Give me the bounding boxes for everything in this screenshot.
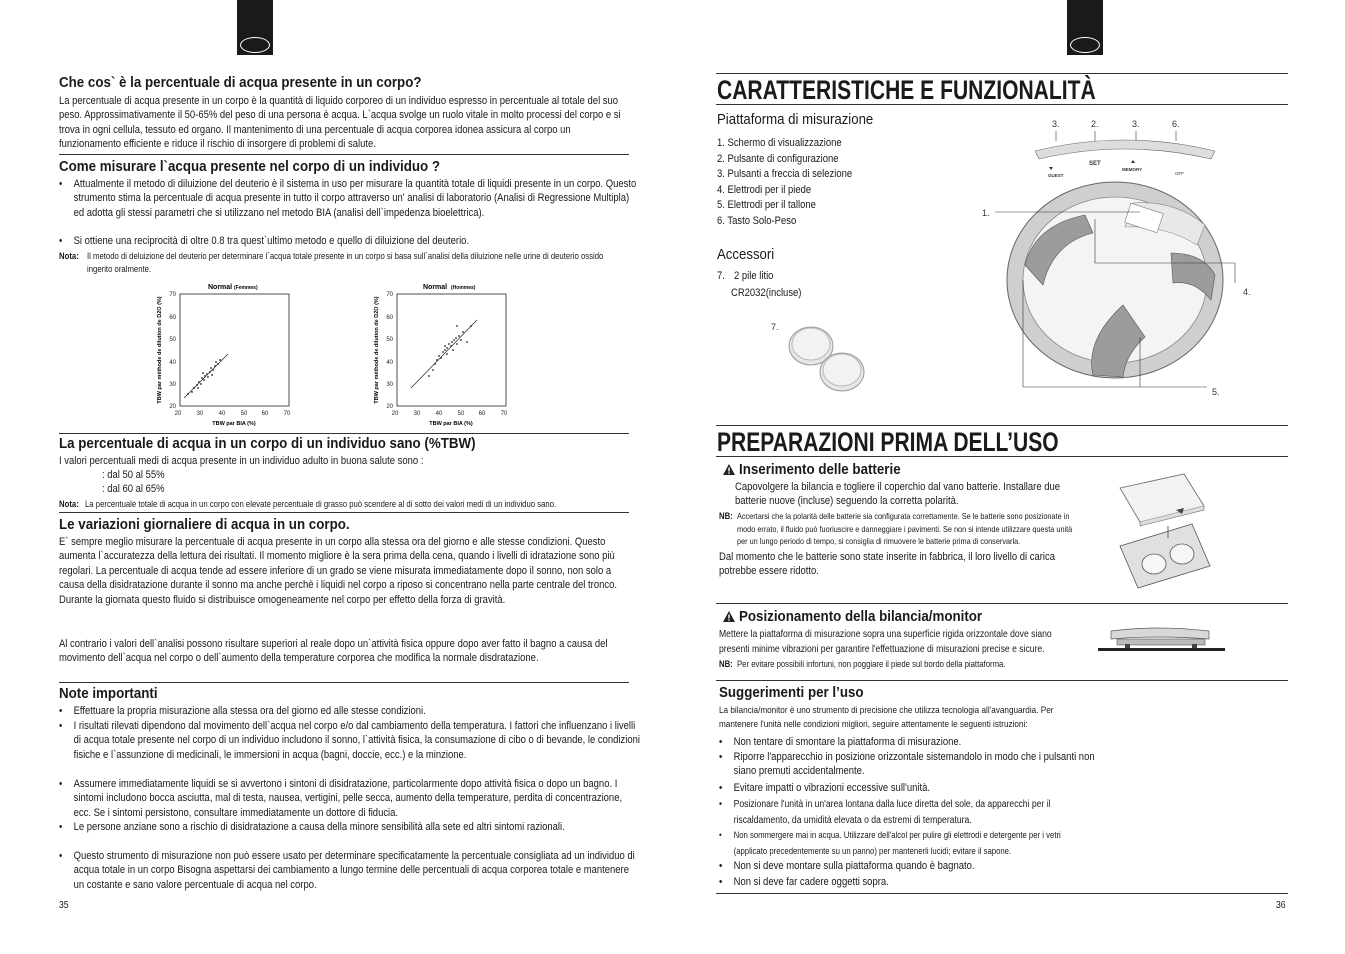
svg-text:40: 40 [386, 360, 393, 366]
label-5: 5. [1212, 387, 1220, 397]
svg-text:60: 60 [261, 411, 269, 417]
divider [716, 104, 1288, 105]
svg-text:70: 70 [500, 411, 508, 417]
accessory-item-detail: CR2032(incluse) [731, 287, 802, 299]
battery-compartment-image [1112, 466, 1212, 594]
accessory-item: 2 pile litio [734, 270, 774, 282]
note-fat: La percentuale totale di acqua in un corpo con elevate percentuale di grasso può scendere al di sotto dei valori medi di un individuo sano. [85, 499, 557, 509]
body-healthy-water: I valori percentuali medi di acqua presente in un individuo adulto in buona salute sono : [59, 455, 424, 467]
heading-healthy-water: La percentuale di acqua in un corpo di un individuo sano (%TBW) [59, 436, 476, 452]
x-axis-label: TBW par BIA (%) [212, 421, 256, 427]
chart-title: Normal [423, 284, 448, 291]
platform-item: 2. Pulsante di configurazione [717, 153, 839, 165]
heading-important-notes: Note importanti [59, 686, 158, 702]
platform-item: 1. Schermo di visualizzazione [717, 137, 842, 149]
svg-text:40: 40 [169, 360, 176, 366]
title-preparations: PREPARAZIONI PRIMA DELL’USO [717, 427, 1059, 457]
svg-text:70: 70 [386, 292, 393, 298]
scale-diagram [975, 115, 1265, 405]
tip-item: • Riporre l'apparecchio in posizione orizzontale sistemandolo in modo che i pulsanti non siano premuti accidentalmente. [719, 750, 1095, 779]
divider [59, 154, 629, 155]
divider [716, 425, 1288, 426]
heading-tips: Suggerimenti per l’uso [719, 685, 864, 701]
bullet-note-5: • Questo strumento di misurazione non può essere usato per determinare specificatamente la percentuale consigliata ad un individuo di acqua totale in un corpo Bisogna aspettarsi dei cambiamento a lungo termine delle percentuali di acqua corporea totale e mantenere un costante e sano valore percentuale di acqua nel corpo. [59, 849, 641, 892]
body-positioning: Mettere la piattaforma di misurazione sopra una superficie rigida orizzontale dove siano presenti minime vibrazioni per garantire l'effettuazione di misurazioni precise e sicure. [719, 629, 1052, 655]
svg-text:50: 50 [169, 337, 176, 343]
heading-positioning: Posizionamento della bilancia/monitor [739, 609, 983, 625]
svg-text:70: 70 [169, 292, 176, 298]
divider [59, 433, 629, 434]
label-4: 4. [1243, 287, 1251, 297]
svg-text:30: 30 [169, 382, 176, 388]
label-3a: 3. [1052, 119, 1060, 129]
platform-item: 3. Pulsanti a freccia di selezione [717, 168, 853, 180]
body-batteries-after: Dal momento che le batterie sono state inserite in fabbrica, il loro livello di carica potrebbe essere ridotto. [719, 551, 1056, 578]
label-7: 7. [771, 322, 779, 332]
battery-coins-image [786, 322, 876, 397]
tip-item: • Non si deve montare sulla piattaforma quando è bagnato. [719, 859, 1095, 873]
svg-text:30: 30 [413, 411, 421, 417]
nb-label: NB: [719, 659, 733, 669]
nb-label: NB: [719, 511, 733, 521]
bullet-note-2: • I risultati rilevati dipendono dal movimento dell`acqua nel corpo e/o dal cambiamento della temperatura. I fattori che influenzano i livelli di acqua totale presente nel corpo di un individuo includono il sonno, l`attività fisica, la consumazione di cibo o di bevande, le condizioni fisiche e l`assunzione di medicinali, le immersioni in acqua (bagni, doccie, ecc.) e la minzione. [59, 719, 641, 762]
svg-text:40: 40 [435, 411, 443, 417]
y-axis-label: TBW par méthode de dilution de D2O (%) [157, 296, 163, 404]
label-6: 6. [1172, 119, 1180, 129]
svg-text:60: 60 [169, 315, 176, 321]
divider [716, 456, 1288, 457]
accessory-number: 7. [717, 270, 725, 282]
body-tips: La bilancia/monitor è uno strumento di precisione che utilizza tecnologia all'avanguardia. Per mantenere l'unità nelle condizioni migliori, seguire attentamente le seguenti istruzioni: [719, 705, 1054, 730]
bullet-note-1: • Effettuare la propria misurazione alla stessa ora del giorno ed alle stesse condizioni. [59, 704, 641, 718]
body-batteries: Capovolgere la bilancia e togliere il coperchio dal vano batterie. Installare due batterie nuove (incluse) seguendo la corretta polarità. [735, 481, 1060, 508]
title-features: CARATTERISTICHE E FUNZIONALITÀ [717, 75, 1096, 105]
page-number-left: 35 [59, 900, 69, 911]
x-axis-label: TBW par BIA (%) [429, 421, 473, 427]
off-label: OFF [1175, 171, 1184, 176]
divider [716, 680, 1288, 681]
tip-item: • Evitare impatti o vibrazioni eccessive sull'unità. [719, 781, 1095, 795]
chapter-tab [1067, 0, 1103, 55]
chapter-tab [237, 0, 273, 55]
divider [59, 512, 629, 513]
tip-item: • Non tentare di smontare la piattaforma di misurazione. [719, 735, 1095, 749]
chart-title-small: (Femmes) [234, 285, 258, 291]
heading-accessories: Accessori [717, 246, 775, 263]
heading-batteries: Inserimento delle batterie [739, 462, 901, 478]
svg-text:30: 30 [196, 411, 204, 417]
svg-text:20: 20 [391, 411, 399, 417]
warning-icon [722, 463, 736, 476]
platform-item: 4. Elettrodi per il piede [717, 184, 812, 196]
value-men: : dal 60 al 65% [102, 483, 165, 495]
body-daily-variation-1: E` sempre meglio misurare la percentuale di acqua presente in un corpo alla stessa ora del giorno e alle stesse condizioni. Questo aumenta l`accuratezza della lettura dei risultati. Il momento migliore è la sera prima della cena, quando i livelli di idratazione sono più regolari. La percentuale di acqua tende ad essere inferiore di un grado se viene misurata immediatamente dopo il sonno, non solo a causa della disidratazione durante il sonno ma anche perchè i liquidi nel corpo a riposo si concentrano nella parte centrale del tronco. Durante la giornata questo fluido si distribuisce omogeneamente nel corpo per effetto della forza di gravità. [59, 536, 617, 606]
svg-text:70: 70 [283, 411, 291, 417]
svg-text:30: 30 [386, 382, 393, 388]
body-daily-variation-2: Al contrario i valori dell`analisi possono risultare superiori al reale dopo un`attività fisica oppure dopo aver fatto il bagno a causa del movimento dell`acqua nel corpo o dell`aumento della temperature corporea che modifica la normale disdratazione. [59, 638, 608, 665]
svg-text:40: 40 [218, 411, 226, 417]
svg-text:20: 20 [386, 404, 393, 410]
heading-daily-variation: Le variazioni giornaliere di acqua in un corpo. [59, 517, 350, 533]
nb-batteries: Accertarsi che la polarità delle batterie sia configurata correttamente. Se le batterie sono posizionate in modo errato, il fluido può fuoriuscire e danneggiare i pavimenti. Se non si intende utilizzare questa unità per un lungo periodo di tempo, si consiglia di rimuovere le batterie prima di conservarla. [737, 511, 1073, 546]
page-number-right: 36 [1276, 900, 1286, 911]
svg-text:50: 50 [386, 337, 393, 343]
note-label: Nota: [59, 251, 79, 261]
label-3b: 3. [1132, 119, 1140, 129]
guest-label: GUEST [1048, 173, 1064, 178]
chart-title: Normal [208, 284, 233, 291]
memory-label: MEMORY [1122, 167, 1143, 172]
svg-text:20: 20 [169, 404, 176, 410]
divider [716, 893, 1288, 894]
scale-on-floor-image [1097, 625, 1227, 655]
nb-positioning: Per evitare possibili infortuni, non poggiare il piede sul bordo della piattaforma. [737, 659, 1006, 669]
divider [716, 73, 1288, 74]
bullet-note-4: • Le persone anziane sono a rischio di disidratazione a causa della minore sensibilità alla sete ed altri sintomi razionali. [59, 820, 641, 834]
svg-text:60: 60 [386, 315, 393, 321]
heading-what-is-water: Che cos` è la percentuale di acqua presente in un corpo? [59, 75, 422, 91]
bullet-correlation: • Si ottiene una reciprocità di oltre 0.8 tra quest`ultimo metodo e quello di diluizione del deuterio. [59, 234, 641, 248]
tip-item: • Posizionare l'unità in un'area lontana dalla luce diretta del sole, da apparecchi per il riscaldamento, da umidità elevata o da estremi di temperatura. [719, 797, 1095, 828]
tip-item: • Non sommergere mai in acqua. Utilizzare dell'alcol per pulire gli elettrodi e detergente per i vetri (applicato precedentemente su un panno) per mantenerli lucidi; evitare il sapone. [719, 828, 1095, 859]
y-axis-label: TBW par méthode de dilution de D2O (%) [374, 296, 380, 404]
svg-text:20: 20 [174, 411, 182, 417]
set-label: SET [1089, 161, 1101, 167]
note-label: Nota: [59, 499, 79, 509]
svg-text:60: 60 [478, 411, 486, 417]
svg-text:50: 50 [457, 411, 465, 417]
label-2: 2. [1091, 119, 1099, 129]
label-1: 1. [982, 208, 990, 218]
platform-item: 5. Elettrodi per il tallone [717, 199, 816, 211]
svg-text:50: 50 [240, 411, 248, 417]
divider [59, 682, 629, 683]
value-women: : dal 50 al 55% [102, 469, 165, 481]
body-what-is-water: La percentuale di acqua presente in un corpo è la quantità di liquido corporeo di un individuo espresso in percentuale al totale del suo peso. Approssimativamente il 50-65% del peso di una persona è acqua. L`acqua svolge un ruolo vitale in molto processi del corpo e si trova in ogni cellula, tessuto ed organo. Il mantenimento di una percentuale di acqua corporea idonea assicura al corpo un funzionamento efficiente e riduce il rischio di insorgere di problemi di salute. [59, 95, 621, 151]
heading-platform: Piattaforma di misurazione [717, 111, 874, 128]
scatter-chart-women [150, 280, 300, 430]
chart-title-small: (Hommes) [451, 285, 476, 291]
tip-item: • Non si deve far cadere oggetti sopra. [719, 875, 1095, 889]
scatter-points [428, 325, 472, 377]
bullet-deuterium: • Attualmente il metodo di diluizione del deuterio è il sistema in uso per misurare la quantità totale di liquidi presente in un corpo. Questo strumento stima la percentuale di acqua presente in tutto il corpo attraverso un' analisi di laboratorio (Analisi di Regressione Multipla) ed adotta gli stessi parametri che si utilizzano nel metodo BIA (analisi dell`impedenza bioelettrica). [59, 177, 641, 220]
scatter-chart-men [367, 280, 517, 430]
warning-icon [722, 610, 736, 623]
heading-how-to-measure: Come misurare l`acqua presente nel corpo di un individuo ? [59, 159, 441, 175]
note-deuterium: Il metodo di deluizione del deuterio per determinare l`acqua totale presente in un corpo si basa sull`analisi della diluizione nelle urine di deuterio ossido ingerito oralmente. [87, 251, 604, 274]
divider [716, 603, 1288, 604]
platform-item: 6. Tasto Solo-Peso [717, 215, 797, 227]
bullet-note-3: • Assumere immediatamente liquidi se si avvertono i sintoni di disidratazione, particolarmente dopo attività fisica o dopo un bagno. I sintomi includono bocca asciutta, mal di testa, nausea, vertigini, pelle secca, aumento della temperature, perdita di concentrazione, ecc. Se i sintomi persistono, consultare immediatamente un dottore di fiducia. [59, 777, 641, 820]
